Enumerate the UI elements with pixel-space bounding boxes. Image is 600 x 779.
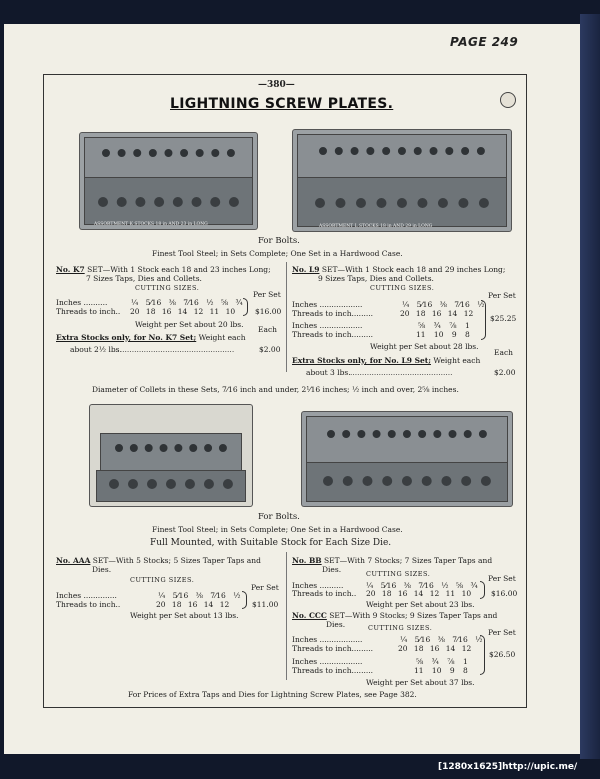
case-tray: [297, 177, 507, 227]
ccc-threads-values: 20 18 16 14 12: [398, 644, 472, 653]
aaa-description-2: Dies.: [92, 565, 112, 574]
bb-set-number: No. BB: [292, 556, 322, 565]
l9-set-photo: [293, 130, 511, 231]
ccc-inches2-label: Inches ..................: [292, 657, 363, 666]
case-tray: [306, 462, 508, 502]
k7-threads-values: 20 18 16 14 12 11 10: [130, 307, 236, 316]
l9-inches-values: ¼ 5⁄16 ⅜ 7⁄16 ½: [402, 300, 485, 309]
l9-extra-weight-label: Weight each: [433, 356, 481, 365]
extra-prices-footer: For Prices of Extra Taps and Dies for Lightning Screw Plates, see Page 382.: [128, 690, 417, 699]
ccc-description: SET—With 9 Stocks; 9 Sizes Taper Taps and: [329, 611, 498, 620]
collet-diameter-note: Diameter of Collets in these Sets, 7⁄16 inch and under, 2¹⁄16 inches; ½ inch and over, 2⅝ inches.: [92, 385, 459, 394]
k7-threads-label: Threads to inch..: [56, 307, 121, 316]
bb-ccc-set-photo: [302, 412, 512, 506]
bb-threads-values: 20 18 16 14 12 11 10: [366, 589, 472, 598]
aaa-threads-label: Threads to inch..: [56, 600, 121, 609]
l9-description: SET—With 1 Stock each 18 and 29 inches Long;: [321, 265, 506, 274]
l9-threads-values: 20 18 16 14 12: [400, 309, 474, 318]
l9-price: $25.25: [490, 314, 517, 323]
l9-photo-label: ASSORTMENT L STOCKS 18 in AND 29 in LONG: [319, 224, 433, 229]
ccc-per-set-label: Per Set: [488, 628, 516, 637]
k7-description-2: 7 Sizes Taps, Dies and Collets.: [86, 274, 202, 283]
k7-cutting-sizes: CUTTING SIZES.: [135, 284, 200, 292]
aaa-cutting-sizes: CUTTING SIZES.: [130, 576, 195, 584]
ccc-threads-label: Threads to inch.........: [292, 644, 373, 653]
l9-threads-label: Threads to inch.........: [292, 309, 373, 318]
section1-caption-steel: Finest Tool Steel; in Sets Complete; One Set in a Hardwood Case.: [152, 249, 403, 258]
k7-photo-label: ASSORTMENT K STOCKS 18 in AND 23 in LONG: [94, 222, 208, 227]
aaa-per-set-label: Per Set: [251, 583, 279, 592]
k7-price: $16.00: [255, 307, 282, 316]
k7-description: SET—With 1 Stock each 18 and 23 inches Long;: [87, 265, 271, 274]
l9-per-set-label: Per Set: [488, 291, 516, 300]
l9-extra-price: $2.00: [494, 368, 516, 377]
ccc-inches2-values: ⅝ ¾ ⅞ 1: [416, 657, 468, 666]
ccc-threads2-label: Threads to inch.........: [292, 666, 373, 675]
l9-set-number: No. L9: [292, 265, 320, 274]
bb-inches-label: Inches ..........: [292, 581, 344, 590]
page-number-label: PAGE 249: [450, 35, 519, 49]
k7-extra-price: $2.00: [259, 345, 281, 354]
l9-extra-stocks-heading: Extra Stocks only, for No. L9 Set;: [292, 356, 431, 365]
case-tray: [96, 470, 246, 502]
bb-inches-values: ¼ 5⁄16 ⅜ 7⁄16 ½ ⅝ ¾: [366, 581, 478, 590]
l9-extra-weight: about 3 lbs.: [306, 368, 351, 377]
l9-threads2-values: 11 10 9 8: [416, 330, 470, 339]
l9-description-2: 9 Sizes Taps, Dies and Collets.: [318, 274, 434, 283]
aaa-set-photo: [90, 405, 252, 506]
aaa-threads-values: 20 18 16 14 12: [156, 600, 230, 609]
ccc-inches-label: Inches ..................: [292, 635, 363, 644]
page-title: LIGHTNING SCREW PLATES.: [170, 96, 394, 112]
aaa-weight: Weight per Set about 13 lbs.: [130, 611, 239, 620]
k7-inches-values: ¼ 5⁄16 ⅜ 7⁄16 ½ ⅝ ¾: [131, 298, 243, 307]
l9-cutting-sizes: CUTTING SIZES.: [370, 284, 435, 292]
l9-threads2-label: Threads to inch.........: [292, 330, 373, 339]
bb-description-2: Dies.: [322, 565, 342, 574]
k7-set-photo: [80, 133, 257, 229]
section2-caption-mounted: Full Mounted, with Suitable Stock for Each Size Die.: [150, 538, 392, 548]
l9-inches2-label: Inches ..................: [292, 321, 363, 330]
ccc-weight: Weight per Set about 37 lbs.: [366, 678, 475, 687]
case-lid: [297, 134, 507, 178]
bb-description: SET—With 7 Stocks; 7 Sizes Taper Taps and: [324, 556, 493, 565]
bb-threads-label: Threads to inch..: [292, 589, 357, 598]
k7-extra-weight-label: Weight each: [198, 333, 246, 342]
aaa-set-number: No. AAA: [56, 556, 91, 565]
ccc-description-2: Dies.: [326, 620, 346, 629]
k7-set-number: No. K7: [56, 265, 85, 274]
k7-weight: Weight per Set about 20 lbs.: [135, 320, 244, 329]
brand-logo-icon: [500, 92, 516, 108]
watermark: [1280x1625]http://upic.me/: [438, 762, 578, 772]
bb-per-set-label: Per Set: [488, 574, 516, 583]
case-tray: [84, 177, 253, 225]
l9-inches2-values: ⅝ ¾ ⅞ 1: [418, 321, 470, 330]
ccc-threads2-values: 11 10 9 8: [414, 666, 468, 675]
book-binding: [580, 14, 600, 759]
ccc-inches-values: ¼ 5⁄16 ⅜ 7⁄16 ½: [400, 635, 483, 644]
bb-price: $16.00: [491, 589, 518, 598]
section1-caption-bolts: For Bolts.: [258, 236, 300, 246]
ccc-set-number: No. CCC: [292, 611, 327, 620]
bb-cutting-sizes: CUTTING SIZES.: [366, 570, 431, 578]
aaa-price: $11.00: [252, 600, 279, 609]
catalog-number: —380—: [258, 80, 295, 90]
aaa-description: SET—With 5 Stocks; 5 Sizes Taper Taps and: [92, 556, 261, 565]
k7-inches-label: Inches ..........: [56, 298, 108, 307]
k7-per-set-label: Per Set: [253, 290, 281, 299]
case-lid: [100, 433, 242, 471]
k7-each-label: Each: [258, 325, 277, 334]
k7-extra-weight: about 2½ lbs.: [70, 345, 122, 354]
l9-inches-label: Inches ..................: [292, 300, 363, 309]
k7-extra-stocks-heading: Extra Stocks only, for No. K7 Set;: [56, 333, 197, 342]
section2-caption-bolts: For Bolts.: [258, 512, 300, 522]
bb-weight: Weight per Set about 23 lbs.: [366, 600, 475, 609]
section2-caption-steel: Finest Tool Steel; in Sets Complete; One Set in a Hardwood Case.: [152, 525, 403, 534]
ccc-cutting-sizes: CUTTING SIZES.: [368, 624, 433, 632]
ccc-price: $26.50: [489, 650, 516, 659]
case-lid: [306, 416, 508, 465]
l9-weight: Weight per Set about 28 lbs.: [370, 342, 479, 351]
l9-each-label: Each: [494, 348, 513, 357]
aaa-inches-values: ¼ 5⁄16 ⅜ 7⁄16 ½: [158, 591, 241, 600]
case-lid: [84, 137, 253, 179]
aaa-inches-label: Inches ..............: [56, 591, 117, 600]
